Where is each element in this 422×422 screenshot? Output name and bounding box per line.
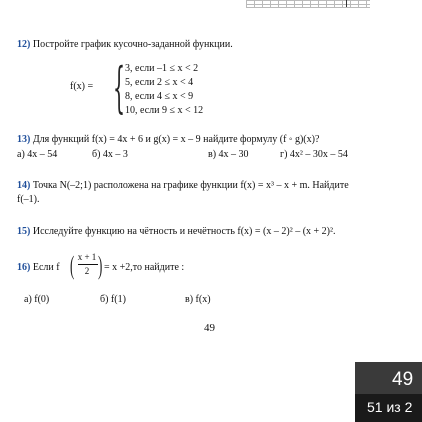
q16-open-paren: ( <box>70 251 75 280</box>
q13-text: Для функций f(x) = 4x + 6 и g(x) = x – 9 найдите формулу (f ◦ g)(x)? <box>32 134 320 145</box>
piecewise-brace: { <box>113 56 126 119</box>
q13-option-b: б) 4x – 3 <box>92 149 128 160</box>
q13-number: 13) <box>17 134 31 145</box>
q13-option-d: г) 4x² – 30x – 54 <box>280 149 348 160</box>
viewer-current-page: 49 <box>392 369 414 390</box>
page-number: 49 <box>204 322 215 334</box>
q14-number: 14) <box>17 180 31 191</box>
q13-option-c: в) 4x – 30 <box>208 149 249 160</box>
q12-text: Постройте график кусочно-заданной функции. <box>32 39 233 50</box>
q15-number: 15) <box>17 226 31 237</box>
graph-grid-fragment <box>246 0 370 8</box>
q12-case-3: 8, если 4 ≤ x < 9 <box>125 91 194 102</box>
q16-option-c: в) f(x) <box>185 294 211 305</box>
q15-text: Исследуйте функцию на чётность и нечётность f(x) = (x – 2)² – (x + 2)². <box>32 226 336 237</box>
q16-line <box>17 262 60 273</box>
q16-option-a: а) f(0) <box>24 294 50 305</box>
q14-line-1 <box>17 180 349 191</box>
q14-text: Точка N(–2;1) расположена на графике функции f(x) = x³ – x + m. Найдите <box>32 180 349 191</box>
q15-line <box>17 226 336 237</box>
q13-option-a: а) 4x – 54 <box>17 149 58 160</box>
q16-suffix: = x +2,то найдите : <box>104 262 185 273</box>
q16-prefix: Если f <box>32 262 60 273</box>
q12-case-1: 3, если –1 ≤ x < 2 <box>125 63 199 74</box>
q16-numerator: x + 1 <box>77 252 97 262</box>
q16-denominator: 2 <box>84 266 90 276</box>
q12-case-4: 10, если 9 ≤ x < 12 <box>125 105 204 116</box>
viewer-page-count: 51 из 2 <box>367 399 413 415</box>
q16-fraction-bar <box>78 264 98 265</box>
q16-number: 16) <box>17 262 31 273</box>
q12-line <box>17 39 233 50</box>
q12-case-2: 5, если 2 ≤ x < 4 <box>125 77 194 88</box>
q16-close-paren: ) <box>98 251 103 280</box>
q14-line-2: f(–1). <box>17 194 40 205</box>
q12-number: 12) <box>17 39 31 50</box>
q12-lhs: f(x) = <box>70 81 94 92</box>
q16-option-b: б) f(1) <box>100 294 126 305</box>
q13-line <box>17 134 319 145</box>
